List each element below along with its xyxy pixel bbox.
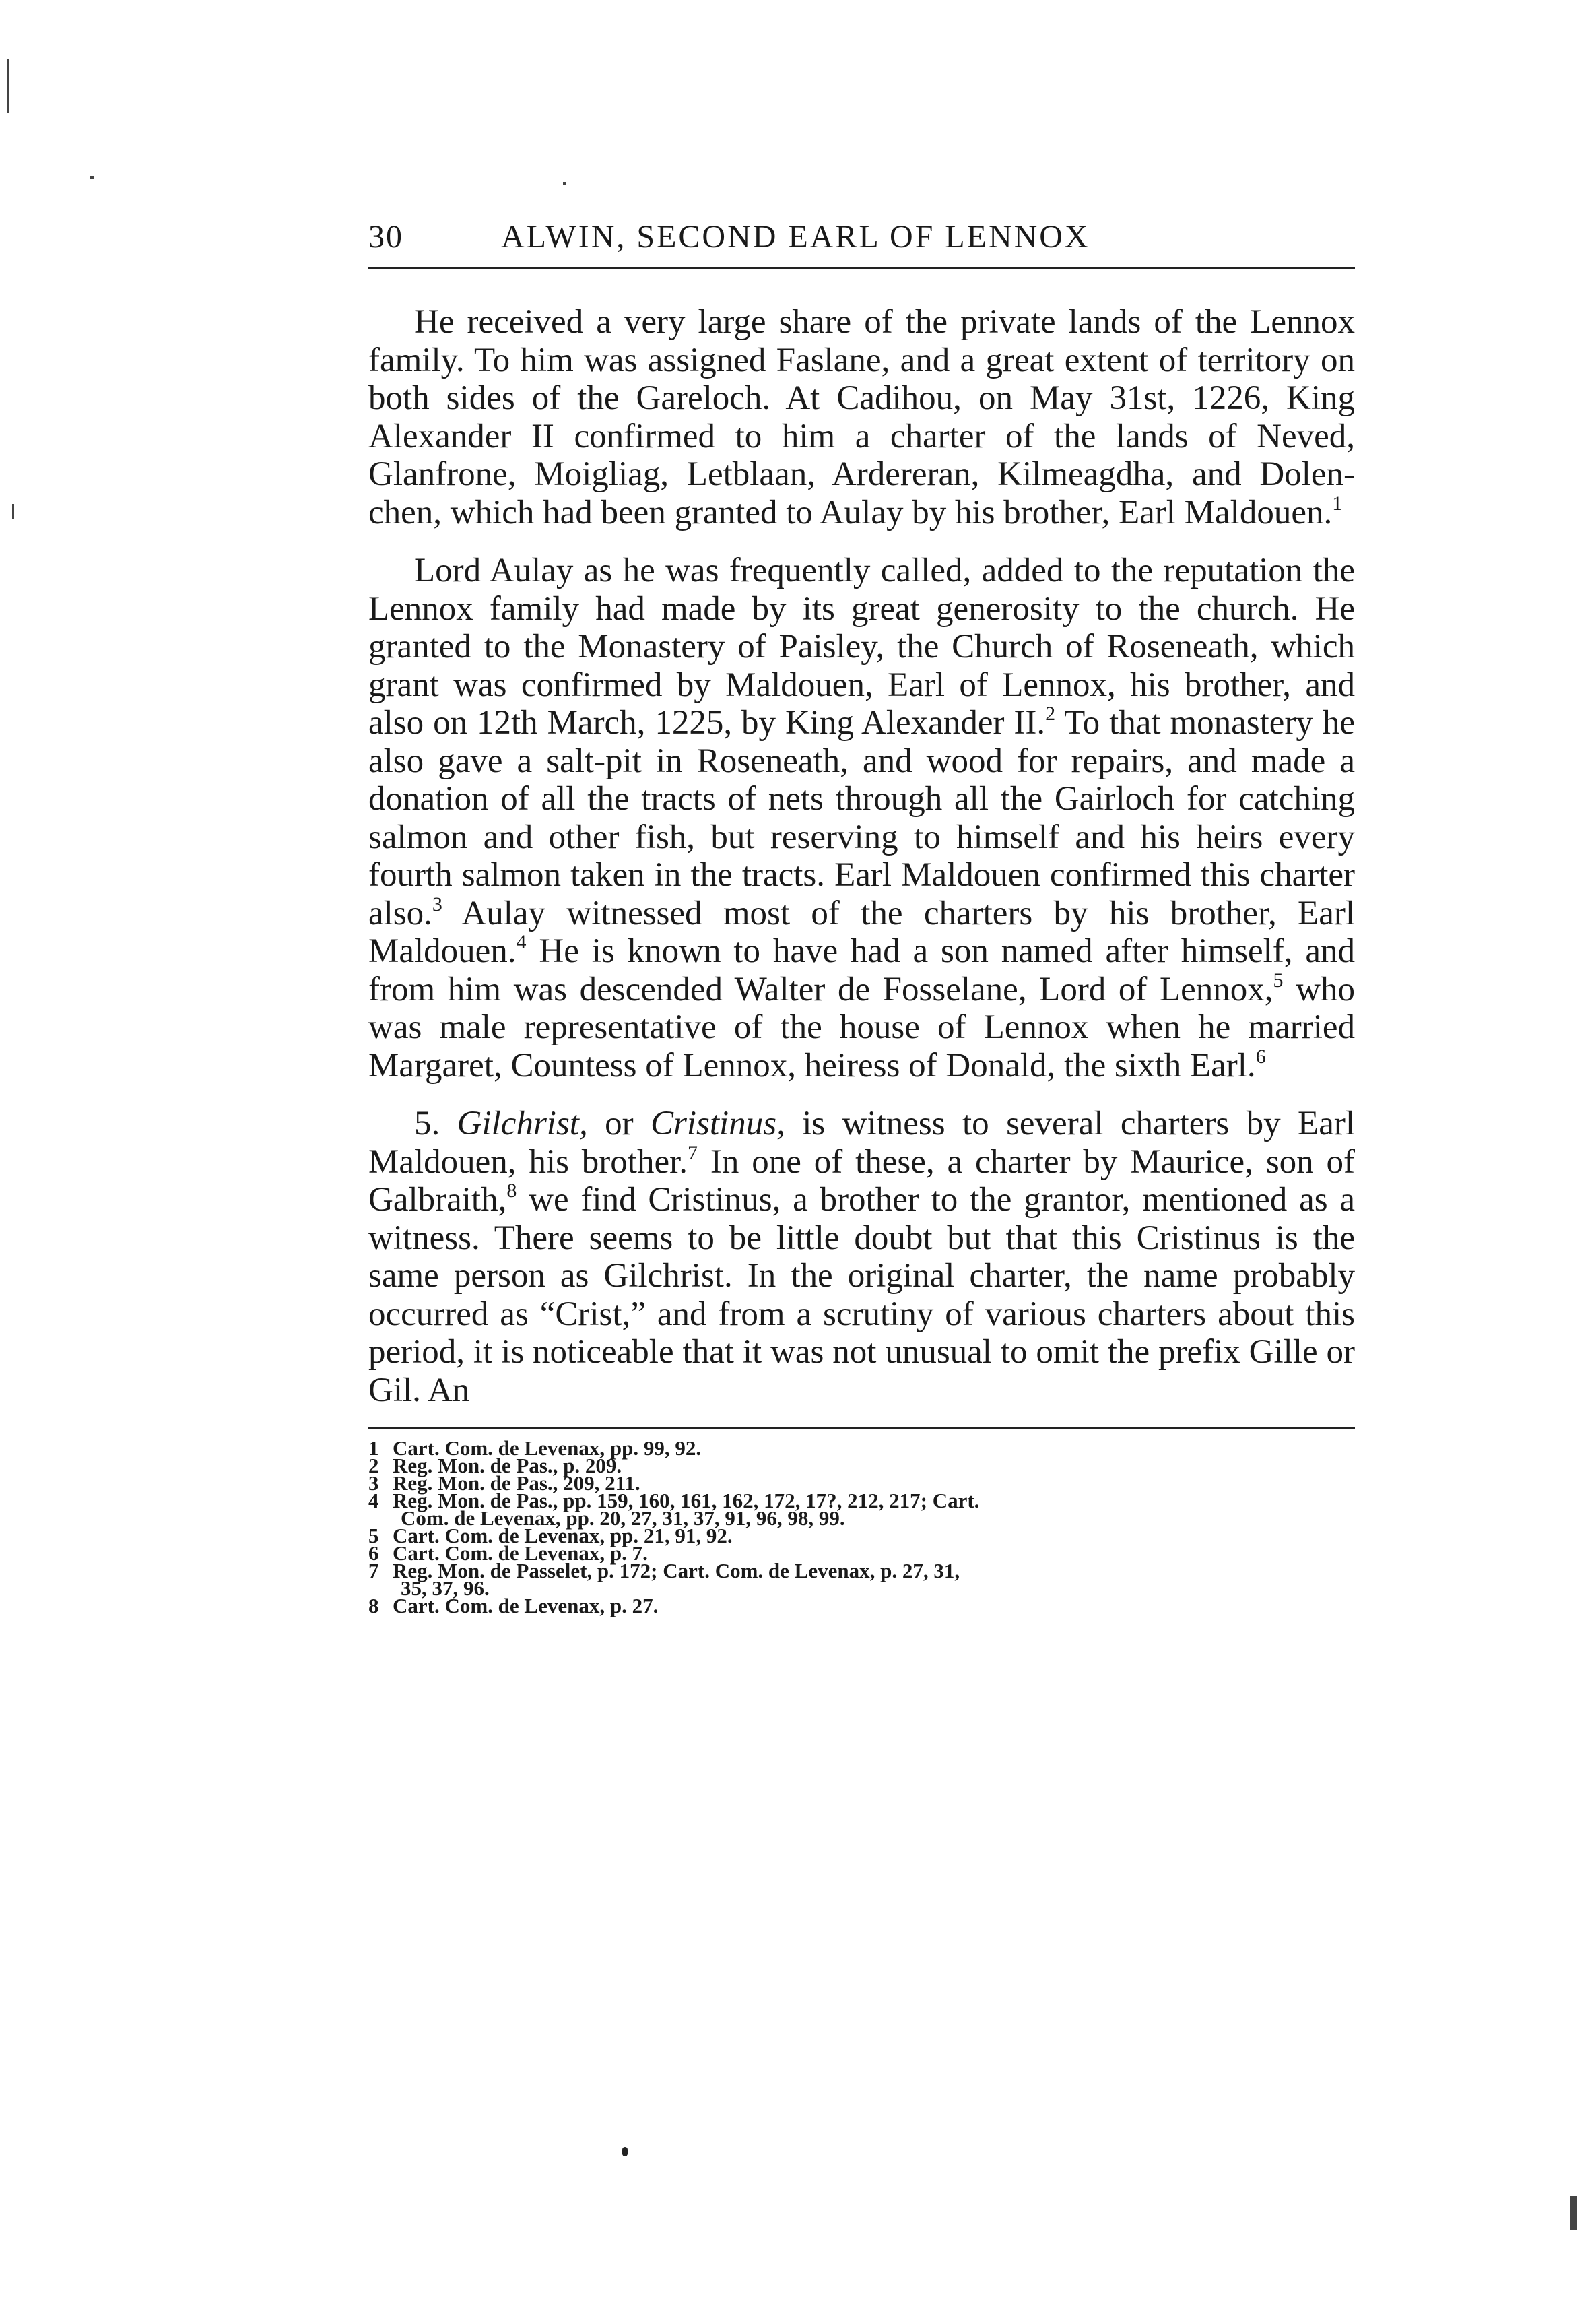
scan-speck	[622, 2147, 628, 2156]
footnote-number: 3	[368, 1471, 379, 1495]
footnote-number: 8	[368, 1594, 379, 1617]
scan-speck	[12, 504, 14, 519]
paragraph-text: is witness to several charters by Earl Maldouen, his brother.	[368, 1105, 1355, 1181]
footnote-text: Reg. Mon. de Pas., pp. 159, 160, 161, 162, 172, 17?, 212, 217; Cart.	[393, 1489, 980, 1512]
footnotes	[368, 1436, 1355, 1617]
footnote-ref: 6	[1255, 1045, 1266, 1068]
paragraph	[368, 303, 1355, 531]
footnote-ref: 7	[688, 1141, 698, 1164]
footnote-ref: 2	[1045, 703, 1056, 725]
footnote-text: Cart. Com. de Levenax, pp. 21, 91, 92.	[393, 1524, 733, 1547]
footnote-number: 7	[368, 1559, 379, 1582]
footnote-continuation: Com. de Levenax, pp. 20, 27, 31, 37, 91, 96, 98, 99.	[401, 1506, 845, 1530]
footnote-ref: 5	[1273, 969, 1284, 992]
footnote-number: 1	[368, 1436, 379, 1460]
paragraph	[368, 1105, 1355, 1409]
footnote-text: Cart. Com. de Levenax, pp. 99, 92.	[393, 1436, 702, 1460]
paragraph-text: Lord Aulay as he was frequently called, added to the reputation the Lennox family had made by its great generosity to the church. He granted to the Monastery of Paisley, the Church of Roseneath, which grant was confirmed by Maldouen, Earl of Lennox, his brother, and also on 12th March, 1225, by King Alexander II.	[368, 552, 1355, 742]
footnote-number: 5	[368, 1524, 379, 1547]
paragraph-text: He is known to have had a son named after himself, and from him was descended Walter de Fosselane, Lord of Lennox,	[368, 932, 1355, 1008]
footnote-number: 2	[368, 1454, 379, 1477]
paragraph-text: or	[587, 1105, 651, 1142]
header-rule	[368, 267, 1355, 269]
scan-speck	[90, 176, 94, 179]
italic-name: Cristinus,	[651, 1105, 785, 1142]
paragraph-text: He received a very large share of the private lands of the Lennox family. To him was assigned Faslane, and a great extent of territory on both sides of the Gareloch. At Cadihou, on May 31st, 1226, King Alexander II confirmed to him a charter of the lands of Neved, Glanfrone, Moigliag, Letblaan, Ardereran, Kilmeagdha, and Dolenchen, which had been granted to Aulay by his brother, Earl Maldouen.	[368, 303, 1355, 531]
footnote-text: Reg. Mon. de Passelet, p. 172; Cart. Com. de Levenax, p. 27, 31,	[393, 1559, 960, 1582]
section-number: 5.	[414, 1105, 457, 1142]
page-number: 30	[368, 219, 403, 255]
paragraph-text: In one of these, a charter by Maurice, son of Galbraith,	[368, 1142, 1356, 1219]
paragraph-text: we find Cristinus, a brother to the grantor, mentioned as a witness. There seems to be little doubt but that this Cristinus is the same person as Gilchrist. In the original charter, the name probably occurred as “Crist,” and from a scrutiny of various charters about this period, it is noticeable that it was not unusual to omit the prefix Gille or Gil. An	[368, 1181, 1355, 1409]
scan-speck	[1570, 2196, 1577, 2230]
italic-name: Gilchrist,	[457, 1105, 588, 1142]
footnote-text: Reg. Mon. de Pas., p. 209.	[393, 1454, 622, 1477]
scan-speck	[563, 182, 566, 185]
footnote-ref: 3	[432, 893, 442, 915]
footnote-ref: 1	[1332, 492, 1343, 515]
running-title: ALWIN, SECOND EARL OF LENNOX	[501, 219, 1090, 255]
footnote-number: 6	[368, 1541, 379, 1565]
footnote	[368, 1559, 1355, 1582]
paragraph-text: Aulay witnessed most of the charters by his brother, Earl Maldouen.	[368, 894, 1355, 970]
footnote-text: Reg. Mon. de Pas., 209, 211.	[393, 1471, 640, 1495]
body-text	[368, 303, 1355, 1409]
footnote-continuation: 35, 37, 96.	[401, 1576, 490, 1600]
book-page	[368, 214, 1355, 1615]
footnote	[368, 1594, 1355, 1617]
running-head	[368, 214, 1355, 268]
footnote-text: Cart. Com. de Levenax, p. 7.	[393, 1541, 648, 1565]
footnote-text: Cart. Com. de Levenax, p. 27.	[393, 1594, 659, 1617]
paragraph-text: who was male representative of the house of Lennox when he married Margaret, Countess of Lennox, heiress of Donald, the sixth Earl.	[368, 970, 1355, 1085]
footnote-number: 4	[368, 1489, 379, 1512]
scan-speck	[7, 59, 9, 113]
paragraph	[368, 552, 1355, 1085]
footnote-ref: 4	[516, 931, 527, 953]
footnote-ref: 8	[506, 1180, 517, 1202]
paragraph-text: To that monastery he also gave a salt-pit in Roseneath, and wood for repairs, and made a donation of all the tracts of nets through all the Gairloch for catching salmon and other fish, but reserving to himself and his heirs every fourth salmon taken in the tracts. Earl Maldouen confirmed this charter also.	[368, 704, 1355, 932]
footnote-rule	[368, 1427, 1355, 1429]
